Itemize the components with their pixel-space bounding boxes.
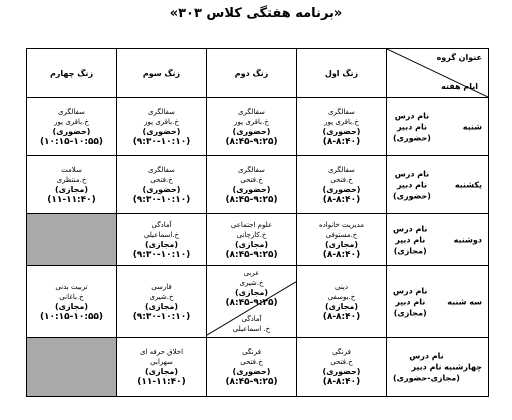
class-cell (27, 98, 117, 156)
group-title: عنوان گروه (436, 53, 482, 62)
mode: (حضوری) (52, 126, 91, 136)
time: (۹:۳۰-۱۰:۱۰) (132, 249, 191, 260)
teacher: خ.باغانی (59, 292, 84, 301)
day-cell (387, 338, 489, 397)
day-info (393, 285, 427, 318)
day-info (393, 223, 427, 256)
teacher: خ.یوسفی (327, 292, 356, 301)
teacher: سهرابی (150, 358, 173, 366)
bell-1-header: زنگ اول (297, 49, 387, 98)
subject: سفالگری (148, 165, 175, 174)
info-line: (مجازی-حضوری) (393, 373, 460, 383)
day-cell (387, 156, 489, 214)
mode: (مجازی) (235, 239, 268, 249)
class-cell (27, 156, 117, 214)
time: (۸:۴۵-۹:۲۵) (225, 249, 278, 260)
class-cell (297, 98, 387, 156)
time: (۹:۳۰-۱۰:۱۰) (132, 194, 191, 205)
info-line: نام درس (394, 169, 430, 178)
subject: سفالگری (58, 107, 85, 116)
subject: فارسی (151, 282, 172, 291)
mode: (حضوری) (142, 126, 181, 136)
day-row (27, 338, 489, 397)
time: (۸:۴۵-۹:۲۵) (225, 298, 278, 308)
mode: (مجازی) (325, 239, 358, 249)
info-line: نام درس (394, 111, 430, 120)
day-info (393, 351, 460, 384)
info-line: نام درس (393, 286, 428, 295)
teacher: خ.شیری (149, 292, 174, 301)
teacher: خ.باقری پور (54, 117, 89, 126)
bell-2-header: زنگ دوم (207, 49, 297, 98)
mode: (حضوری) (232, 126, 271, 136)
class-cell (297, 266, 387, 338)
mode: (مجازی) (145, 367, 178, 376)
class-cell (297, 214, 387, 266)
mode: (حضوری) (142, 184, 181, 194)
bell-4-header: زنگ چهارم (27, 49, 117, 98)
class-cell (297, 338, 387, 397)
split-class-cell (207, 266, 297, 338)
time: (۱۱-۱۱:۴۰) (137, 377, 186, 387)
teacher: خ.شیری (239, 279, 264, 287)
time: (۸:۴۵-۹:۲۵) (225, 377, 278, 387)
corner-header (387, 49, 489, 98)
time: (۱۰:۱۵-۱۰:۵۵) (39, 311, 104, 322)
day-cell (387, 98, 489, 156)
weekly-schedule-table (26, 48, 489, 397)
mode: (مجازی) (325, 301, 358, 311)
subject: اخلاق حرفه ای (139, 348, 184, 356)
mode: (حضوری) (232, 184, 271, 194)
info-line: نام دبیر (396, 122, 427, 131)
subject: سفالگری (328, 107, 355, 116)
teacher: خ.فتحی (330, 358, 353, 366)
subject: فرنگی (242, 348, 261, 356)
subject: علوم اجتماعی (230, 220, 273, 229)
teacher: خ.فتحی (240, 175, 263, 184)
mode: (مجازی) (145, 301, 178, 311)
mode: (مجازی) (55, 301, 88, 311)
teacher: خ.فتحی (150, 175, 173, 184)
subject: فرنگی (332, 348, 351, 356)
teacher: خ.اسماعیلی (143, 230, 180, 239)
time: (۸-۸:۴۰) (322, 377, 361, 387)
time: (۸-۸:۴۰) (322, 311, 361, 322)
day-row (27, 266, 489, 338)
teacher: خ.باقری پور (324, 117, 359, 126)
class-cell (117, 266, 207, 338)
subject: تربیت بدنی (55, 282, 88, 291)
bell-3-header: زنگ سوم (117, 49, 207, 98)
teacher: خ.منتظری (56, 175, 87, 184)
mode: (حضوری) (232, 367, 271, 376)
class-cell (27, 266, 117, 338)
day-cell (387, 214, 489, 266)
class-cell (117, 156, 207, 214)
teacher: خ.باقری پور (144, 117, 179, 126)
time: (۱۱-۱۱:۴۰) (47, 194, 96, 205)
class-cell (207, 214, 297, 266)
day-name: شنبه (462, 122, 482, 131)
split-lower (207, 314, 296, 334)
day-name: چهارشنبه (444, 362, 482, 372)
subject: سفالگری (148, 107, 175, 116)
day-name: دوشنبه (453, 235, 482, 244)
time: (۸:۴۵-۹:۲۵) (225, 136, 278, 147)
header-row (27, 49, 489, 98)
info-line: (حضوری) (393, 191, 431, 200)
class-cell (207, 98, 297, 156)
time: (۹:۳۰-۱۰:۱۰) (132, 136, 191, 147)
class-cell (117, 98, 207, 156)
days-title: ایام هفته (441, 82, 478, 91)
mode: (مجازی) (235, 288, 268, 297)
page-title: «برنامه هفتگی کلاس ۳۰۳» (169, 6, 343, 21)
time: (۸-۸:۴۰) (322, 194, 361, 205)
day-cell (387, 266, 489, 338)
mode: (مجازی) (145, 239, 178, 249)
day-row (27, 156, 489, 214)
teacher: خ.فتحی (240, 358, 263, 366)
info-line: (مجازی) (393, 246, 427, 255)
time: (۸-۸:۴۰) (322, 136, 361, 147)
empty-cell (27, 338, 117, 397)
info-line: نام دبیر (396, 180, 427, 189)
time: (۸-۸:۴۰) (322, 249, 361, 260)
info-line: (مجازی) (393, 308, 427, 317)
subject: سلامت (61, 165, 82, 174)
info-line: نام درس (393, 224, 428, 233)
mode: (حضوری) (322, 184, 361, 194)
subject: آمادگی (151, 220, 172, 229)
subject: سفالگری (238, 107, 265, 116)
teacher: خ.مستوفی (325, 230, 358, 239)
subject: مدیریت خانواده (318, 220, 365, 229)
day-name: یکشنبه (454, 180, 482, 189)
day-row (27, 214, 489, 266)
subject: دینی (334, 282, 348, 291)
info-line: (حضوری) (393, 133, 431, 142)
subject: عربی (243, 269, 260, 277)
class-cell (207, 338, 297, 397)
class-cell (207, 156, 297, 214)
class-cell (297, 156, 387, 214)
time: (۸:۴۵-۹:۲۵) (225, 194, 278, 205)
teacher: خ. اسماعیلی (232, 325, 271, 333)
mode: (مجازی) (55, 184, 88, 194)
time: (۱۰:۱۵-۱۰:۵۵) (39, 136, 104, 147)
day-info (393, 110, 431, 143)
subject: سفالگری (238, 165, 265, 174)
day-row (27, 98, 489, 156)
day-name: سه شنبه (447, 297, 482, 306)
day-info (393, 168, 431, 201)
subject: آمادگی (241, 315, 262, 323)
mode: (حضوری) (322, 367, 361, 376)
split-upper (207, 268, 296, 308)
empty-cell (27, 214, 117, 266)
info-line: نام درس (409, 351, 444, 361)
subject: سفالگری (328, 165, 355, 174)
teacher: خ.کارچانی (236, 230, 267, 239)
class-cell (117, 338, 207, 397)
class-cell (117, 214, 207, 266)
time: (۹:۳۰-۱۰:۱۰) (132, 311, 191, 322)
mode: (حضوری) (322, 126, 361, 136)
info-line: نام دبیر (411, 362, 442, 372)
info-line: نام دبیر (395, 235, 426, 244)
info-line: نام دبیر (395, 297, 426, 306)
teacher: خ.باقری پور (234, 117, 269, 126)
teacher: خ.فتحی (330, 175, 353, 184)
